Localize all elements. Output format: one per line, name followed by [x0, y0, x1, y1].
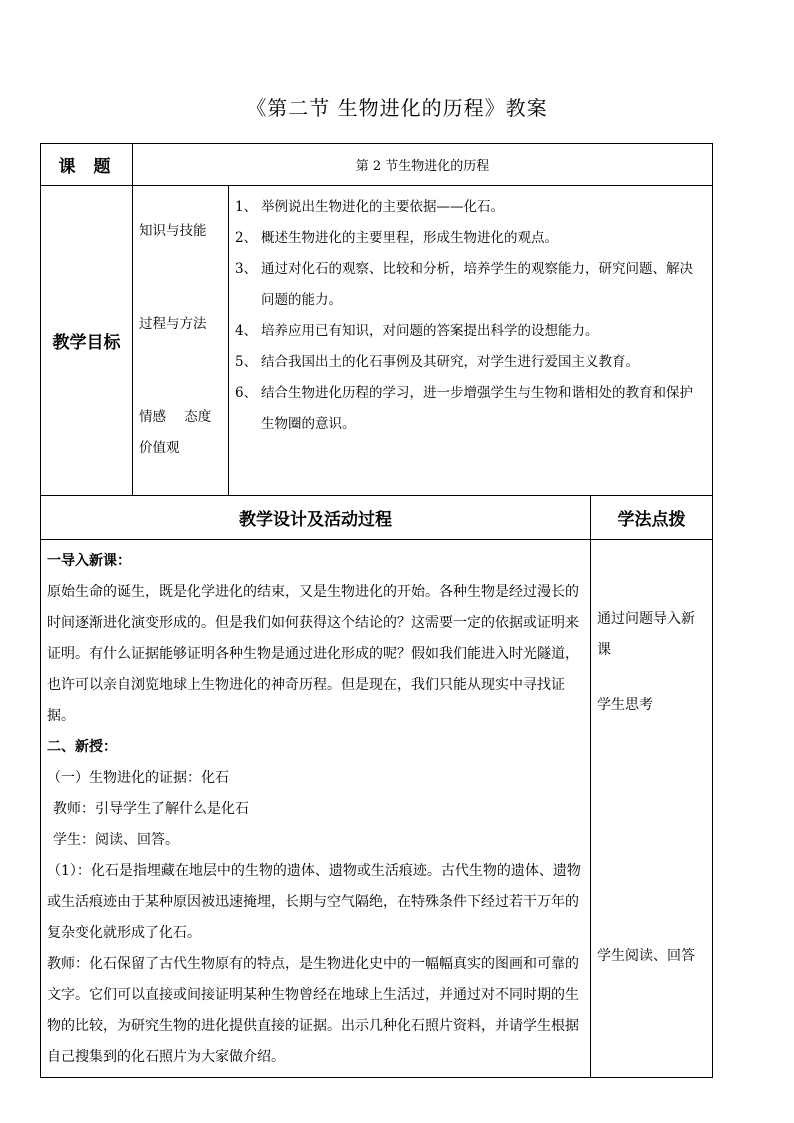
topic-label: 课题: [41, 144, 133, 186]
lesson-plan: [40, 143, 713, 1078]
category-knowledge: 知识与技能: [139, 223, 207, 239]
objective-categories: [133, 186, 229, 496]
method-header: 学法点拨: [591, 496, 713, 540]
process-header-row: [41, 496, 713, 540]
page-title: 《第二节 生物进化的历程》教案: [246, 96, 548, 120]
topic-row: [41, 144, 713, 186]
objectives-label: 教学目标: [41, 186, 133, 496]
method-note: 学生阅读、回答: [597, 948, 695, 964]
teacher-paragraph: 教师：化石保留了古代生物原有的特点，是生物进化史中的一幅幅真实的图画和可靠的文字。它们可以直接或间接证明某种生物曾经在地球上生活过，并通过对不同时期的生物的比较，为研究生物的进化提供直接的证据。出示几种化石照片资料，并请学生根据自己搜集到的化石照片为大家做介绍。: [47, 956, 579, 1065]
category-process: 过程与方法: [139, 316, 207, 332]
process-header: 教学设计及活动过程: [41, 496, 591, 540]
objective-item: 6、 结合生物进化历程的学习，进一步增强学生与生物和谐相处的教育和保护生物圈的意识。: [235, 385, 693, 432]
objective-list: [229, 186, 713, 496]
method-note: 学生思考: [597, 697, 653, 713]
objective-item: 1、 举例说出生物进化的主要依据——化石。: [235, 199, 504, 215]
topic-value: 第 2 节生物进化的历程: [133, 144, 713, 186]
intro-heading: 一导入新课：: [47, 553, 131, 569]
process-content: [41, 540, 591, 1078]
fossil-definition: （1）：化石是指埋藏在地层中的生物的遗体、遗物或生活痕迹。古代生物的遗体、遗物或生活痕迹由于某种原因被迅速掩埋，长期与空气隔绝，在特殊条件下经过若干万年的复杂变化就形成了化石。: [47, 863, 581, 941]
method-notes: [591, 540, 713, 1078]
method-note: 通过问题导入新课: [597, 611, 695, 658]
objective-item: 4、 培养应用已有知识，对问题的答案提出科学的设想能力。: [235, 323, 599, 339]
objective-item: 3、 通过对化石的观察、比较和分析，培养学生的观察能力，研究问题、解决问题的能力。: [235, 261, 693, 308]
teacher-line: 教师：引导学生了解什么是化石: [53, 801, 249, 817]
process-row: [41, 540, 713, 1078]
intro-paragraph: 原始生命的诞生，既是化学进化的结束，又是生物进化的开始。各种生物是经过漫长的时间逐渐进化演变形成的。但是我们如何获得这个结论的？这需要一定的依据或证明来证明。有什么证据能够证明各种生物是通过进化形成的呢？假如我们能进入时光隧道，也许可以亲自浏览地球上生物进化的神奇历程。但是现在，我们只能从现实中寻找证据。: [47, 584, 579, 724]
objectives-row: [41, 186, 713, 496]
category-values: 价值观: [139, 440, 180, 456]
student-line: 学生：阅读、回答。: [53, 832, 179, 848]
section-heading: （一）生物进化的证据：化石: [47, 770, 229, 786]
lesson-plan-table: [40, 143, 713, 1078]
category-emotion: 情感 态度: [139, 409, 212, 425]
new-lesson-heading: 二、新授：: [47, 739, 117, 755]
objective-item: 2、 概述生物进化的主要里程，形成生物进化的观点。: [235, 230, 558, 246]
objective-item: 5、 结合我国出土的化石事例及其研究，对学生进行爱国主义教育。: [235, 354, 639, 370]
